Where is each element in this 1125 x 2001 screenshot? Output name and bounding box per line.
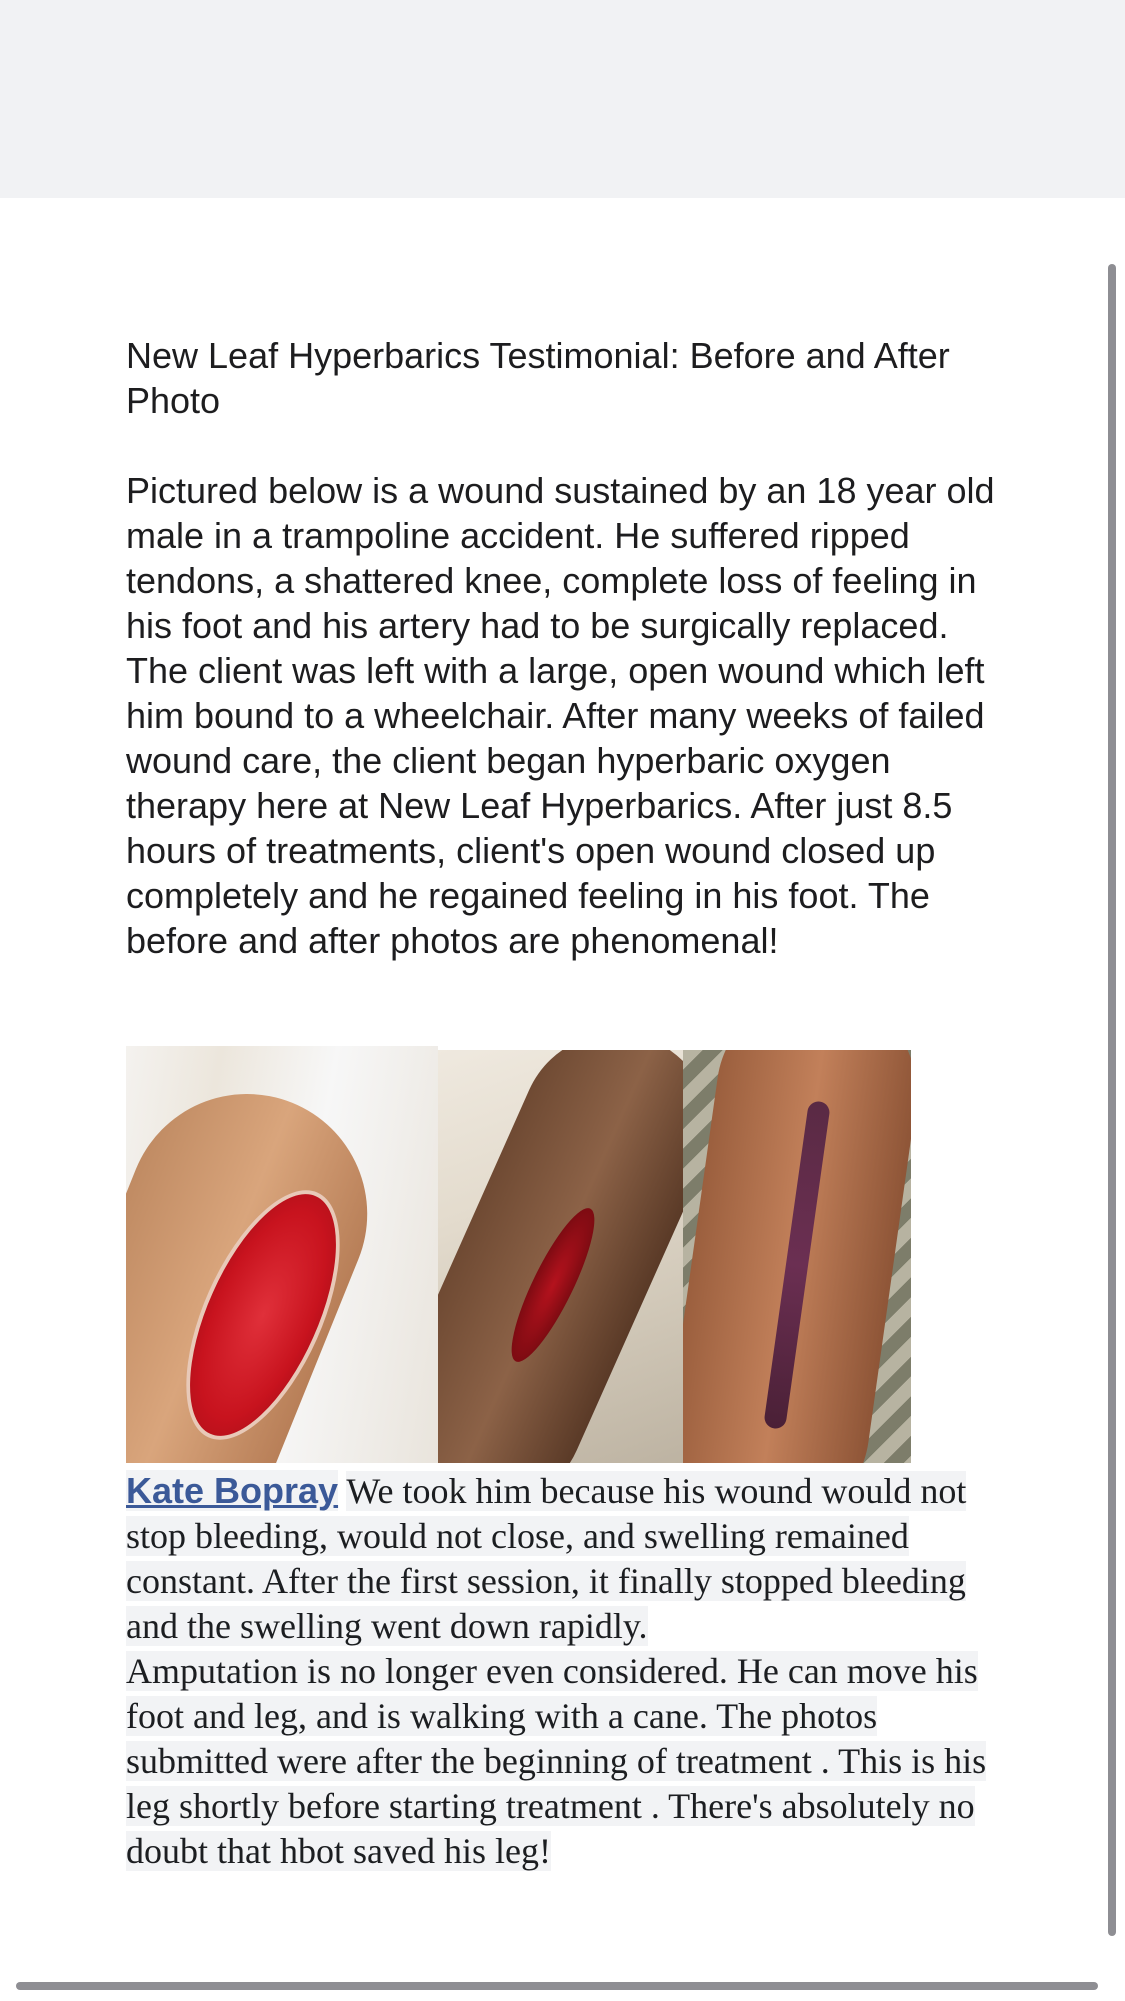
photo-before (126, 1046, 438, 1463)
photo-after (683, 1050, 911, 1463)
quote-text-1: We took him because his wound would not stop bleeding, would not close, and swelling remained constant. After the first session, it finally stopped bleeding and the swelling went down rapidly. (126, 1471, 967, 1646)
quote-paragraph-2 (126, 1649, 1016, 1874)
vertical-scrollbar[interactable] (1108, 264, 1116, 1936)
quote-paragraph-1 (126, 1468, 1016, 1649)
article-intro: Pictured below is a wound sustained by an 18 year old male in a trampoline accident. He suffered ripped tendons, a shattered knee, complete loss of feeling in his foot and his artery had to be surgically replaced. The client was left with a large, open wound which left him bound to a wheelchair. After many weeks of failed wound care, the client began hyperbaric oxygen therapy here at New Leaf Hyperbarics. After just 8.5 hours of treatments, client's open wound closed up completely and he regained feeling in his foot. The before and after photos are phenomenal! (126, 470, 995, 961)
horizontal-scrollbar[interactable] (16, 1982, 1098, 1990)
testimonial-quote (126, 1468, 1016, 1874)
article (126, 333, 1016, 963)
quote-text-2: Amputation is no longer even considered. He can move his foot and leg, and is walking with a cane. The photos submitted were after the beginning of treatment . This is his leg shortly before starting treatment . There's absolutely no doubt that hbot saved his leg! (126, 1651, 987, 1871)
article-title: New Leaf Hyperbarics Testimonial: Before and After Photo (126, 335, 950, 421)
top-bar (0, 0, 1125, 198)
photo-during (438, 1050, 683, 1463)
author-link[interactable]: Kate Bopray (126, 1470, 339, 1511)
before-after-photos (126, 1046, 911, 1463)
